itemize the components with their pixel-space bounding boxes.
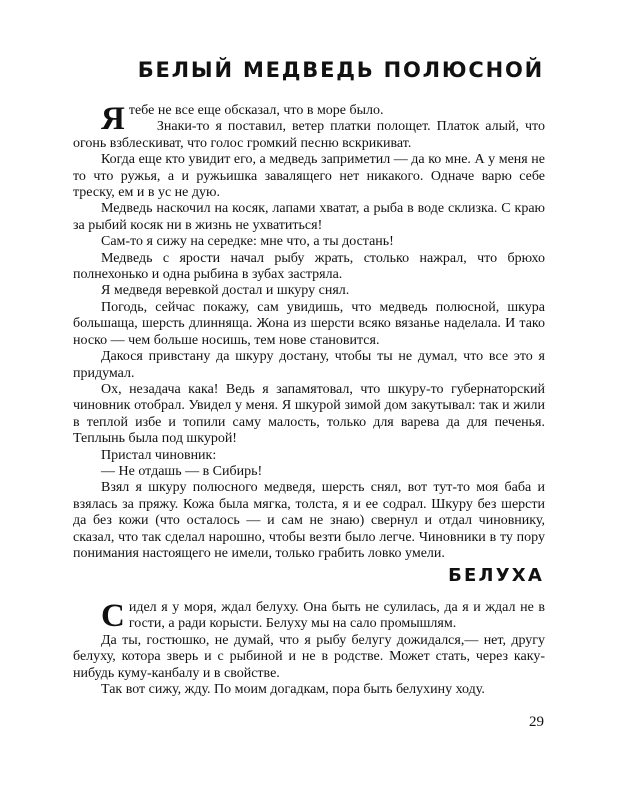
paragraph: Ох, незадача кака! Ведь я запамятовал, что шкуру-то губернаторский чиновник отобрал. Увидел у меня. Я шкурой зимой дом закутывал: так и жили в теплой избе и топили саму малость, только для варева да для печенья. Теплынь была под шкурой!: [73, 381, 545, 447]
paragraph: Пристал чиновник:: [101, 447, 217, 463]
paragraph: Погодь, сейчас покажу, сам увидишь, что медведь полюсной, шкура большаща, шерсть длинняща. Жона из шерсти всяко вязанье наделала. И тако носко — чем больше носишь, тем нове становится.: [73, 299, 545, 348]
paragraph: Дакося привстану да шкуру достану, чтобы ты не думал, что все это я придумал.: [73, 349, 545, 381]
paragraph-first: [73, 600, 545, 633]
paragraph: — Не отдашь — в Сибирь!: [101, 463, 263, 479]
story-body-beluga: [73, 600, 545, 698]
paragraph: Да ты, гостюшко, не думай, что я рыбу белугу дожидался,— нет, другу белуху, котора зверь и с рыбиной и не в родстве. Может стать, через каку-нибудь куму-канбалу и в свойстве.: [73, 632, 545, 681]
drop-cap-letter: Я: [101, 101, 125, 137]
paragraph: Я медведя веревкой достал и шкуру снял.: [101, 283, 350, 299]
paragraph: Медведь с ярости начал рыбу жрать, столько нажрал, что брюхо полнехонько и одна рыбина в зубах застряла.: [73, 250, 545, 283]
story-title-polar-bear: БЕЛЫЙ МЕДВЕДЬ ПОЛЮСНОЙ: [137, 58, 544, 82]
paragraph: Взял я шкуру полюсного медведя, шерсть снял, вот тут-то моя баба и взялась за пряжу. Кожа была мягка, толста, я и ее содрал. Шкуру без шерсти да без кожи (что осталось — и сам не знаю) свернул и отдал чиновнику, сказал, что так сделал нарошно, чтобы везти было легче. Чиновники в ту пору понимания настоящего не имели, только грабить ловко умели.: [73, 480, 545, 561]
paragraph: Когда еще кто увидит его, а медведь заприметил — да ко мне. А у меня не то что ружья, а и ружьишка завалящего нет никакого. Одначе варю себе треску, ем и в ус не дую.: [73, 152, 545, 201]
story-body-polar-bear: [73, 103, 545, 562]
story-title-beluga: БЕЛУХА: [448, 565, 544, 586]
drop-cap-letter: С: [101, 598, 125, 634]
paragraph-first-text: тебе не все еще обсказал, что в море было.: [128, 103, 384, 118]
paragraph-first-text: идел я у моря, ждал белуху. Она быть не сулилась, да я и ждал не в гости, а ради корысти. Белуху мы на сало промышлям.: [128, 600, 545, 632]
page-number: 29: [529, 714, 544, 730]
paragraph: Так вот сижу, жду. По моим догадкам, пора быть белухину ходу.: [101, 682, 485, 698]
paragraph: Знаки-то я поставил, ветер платки полощет. Платок алый, что огонь взблескиват, что голос громкий песню вскрикиват.: [73, 119, 545, 151]
paragraph: Сам-то я сижу на середке: мне что, а ты достань!: [101, 234, 394, 250]
paragraph: Медведь наскочил на косяк, лапами хватат, а рыба в воде склизка. С краю за рыбий косяк ни в жизнь не ухватиться!: [73, 201, 545, 233]
